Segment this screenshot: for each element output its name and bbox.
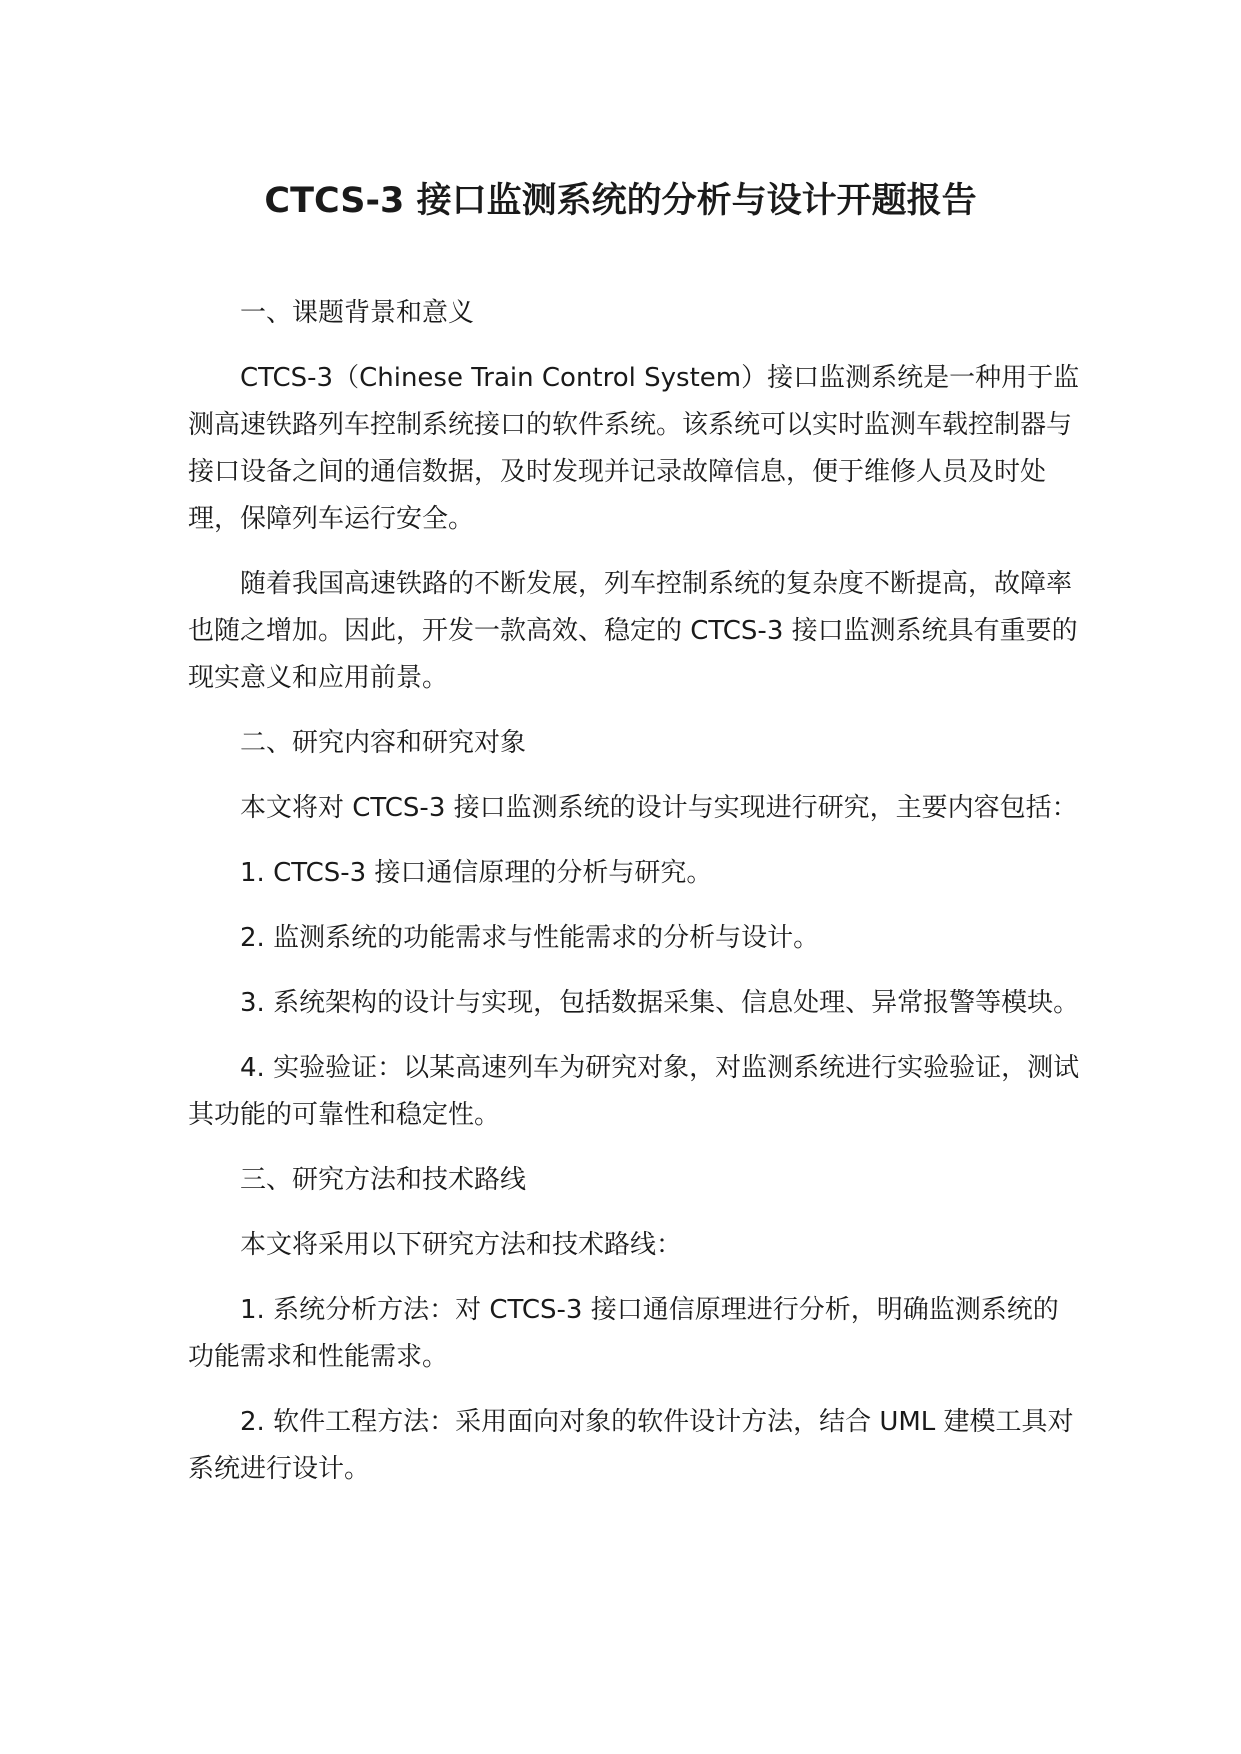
paragraph-intro: CTCS-3（Chinese Train Control System）接口监测系统是一种用于监测高速铁路列车控制系统接口的软件系统。该系统可以实时监测车载控制器与接口设备之间的通信数据，及时发现并记录故障信息，便于维修人员及时处理，保障列车运行安全。 [188, 363, 1080, 534]
document-title: CTCS-3 接口监测系统的分析与设计开题报告 [264, 181, 977, 221]
paragraph-content-lead: 本文将对 CTCS-3 接口监测系统的设计与实现进行研究，主要内容包括： [240, 793, 1078, 823]
list-item-content-3: 3. 系统架构的设计与实现，包括数据采集、信息处理、异常报警等模块。 [240, 988, 1080, 1018]
list-item-methods-1: 1. 系统分析方法：对 CTCS-3 接口通信原理进行分析，明确监测系统的功能需求和性能需求。 [188, 1295, 1059, 1372]
list-item-methods-2: 2. 软件工程方法：采用面向对象的软件设计方法，结合 UML 建模工具对系统进行设计。 [188, 1407, 1074, 1484]
list-item-content-4: 4. 实验验证：以某高速列车为研究对象，对监测系统进行实验验证，测试其功能的可靠性和稳定性。 [188, 1053, 1080, 1130]
section-heading-methods: 三、研究方法和技术路线 [240, 1165, 527, 1195]
paragraph-significance: 随着我国高速铁路的不断发展，列车控制系统的复杂度不断提高，故障率也随之增加。因此，开发一款高效、稳定的 CTCS-3 接口监测系统具有重要的现实意义和应用前景。 [188, 569, 1078, 693]
section-heading-content: 二、研究内容和研究对象 [240, 728, 527, 758]
list-item-content-2: 2. 监测系统的功能需求与性能需求的分析与设计。 [240, 923, 820, 953]
section-heading-background: 一、课题背景和意义 [240, 298, 475, 328]
document-body [188, 290, 1083, 1511]
paragraph-methods-lead: 本文将采用以下研究方法和技术路线： [240, 1230, 683, 1260]
list-item-content-1: 1. CTCS-3 接口通信原理的分析与研究。 [240, 858, 713, 888]
